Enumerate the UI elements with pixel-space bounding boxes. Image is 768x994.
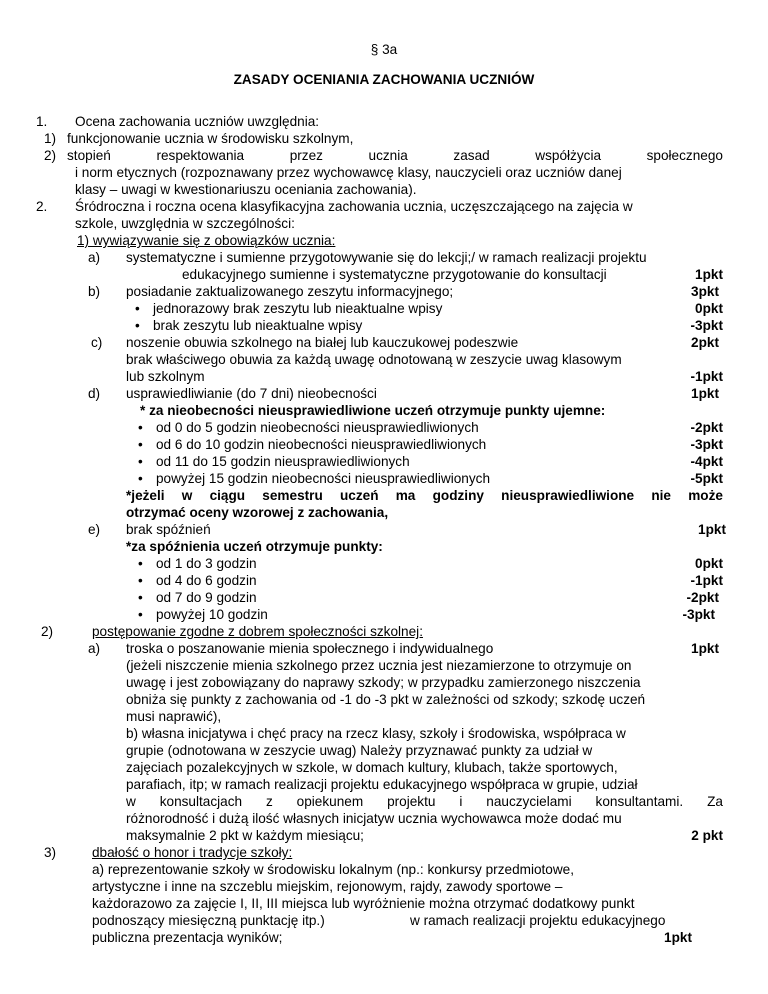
point-1-item-2-number: 2)	[44, 148, 57, 163]
subsection-3-heading: dbałość o honor i tradycje szkoły:	[92, 845, 293, 860]
criterion-b-points: 3pkt	[691, 284, 719, 299]
subsection-2-a-text: troska o poszanowanie mienia społecznego i indywidualnego	[126, 641, 494, 656]
subsection-2-a-line-5: musi naprawić),	[126, 709, 222, 724]
subsection-2-a-line-2: (jeżeli niszczenie mienia szkolnego przez ucznia jest niezamierzone to otrzymuje on	[126, 658, 632, 673]
criterion-d-bullet-3-points: -4pkt	[690, 454, 723, 469]
subsection-1-heading: 1) wywiązywanie się z obowiązków ucznia:	[77, 233, 336, 248]
criterion-b-text: posiadanie zaktualizowanego zeszytu informacyjnego;	[126, 284, 454, 299]
criterion-d-bullet-2-points: -3pkt	[690, 437, 723, 452]
point-2-line-1: Śródroczna i roczna ocena klasyfikacyjna zachowania ucznia, uczęszczającego na zajęcia w	[75, 199, 633, 214]
criterion-e-bullet-2-points: -1pkt	[690, 573, 723, 588]
subsection-2-a-label: a)	[88, 641, 101, 656]
point-1-item-1-number: 1)	[44, 131, 57, 146]
subsection-2-a-line-4: obniża się punkty z zachowania od -1 do -3 pkt w zależności od szkody; szkodę uczeń	[126, 692, 646, 707]
point-1-item-1-text: funkcjonowanie ucznia w środowisku szkolnym,	[67, 131, 354, 146]
section-number: § 3a	[370, 42, 398, 57]
subsection-2-heading: postępowanie zgodne z dobrem społeczności szkolnej:	[92, 624, 423, 639]
criterion-d-bullet-4: • powyżej 15 godzin nieobecności nieusprawiedliwionych	[156, 470, 490, 487]
criterion-a-line-2: edukacyjnego sumienne i systematyczne przygotowanie do konsultacji	[182, 267, 607, 282]
criterion-b-bullet-1: • jednorazowy brak zeszytu lub nieaktualne wpisy	[153, 300, 442, 317]
point-2-line-2: szkole, uwzględnia w szczególności:	[75, 216, 295, 231]
subsection-2-b-line-1: b) własna inicjatywa i chęć pracy na rzecz klasy, szkoły i środowiska, współpraca w	[126, 726, 626, 741]
criterion-e-text: brak spóźnień	[126, 522, 211, 537]
criterion-a-points: 1pkt	[695, 267, 723, 282]
subsection-2-number: 2)	[41, 624, 54, 639]
criterion-e-label: e)	[88, 522, 101, 537]
subsection-2-b-line-7: maksymalnie 2 pkt w każdym miesiącu;	[126, 828, 364, 843]
subsection-3-a-line-2: artystyczne i inne na szczeblu miejskim, rejonowym, rajdy, zawody sportowe –	[92, 879, 563, 894]
subsection-3-a-points: 1pkt	[664, 930, 692, 945]
criterion-d-bullet-2: • od 6 do 10 godzin nieobecności nieusprawiedliwionych	[156, 436, 486, 453]
criterion-e-points: 1pkt	[698, 522, 726, 537]
subsection-2-b-line-6: różnorodność i dużą ilość własnych inicjatyw ucznia wychowawca może dodać mu	[126, 811, 622, 826]
criterion-c-text: noszenie obuwia szkolnego na białej lub kauczukowej podeszwie	[126, 335, 519, 350]
criterion-e-note: *za spóźnienia uczeń otrzymuje punkty:	[126, 539, 383, 554]
criterion-a-line-1: systematyczne i sumienne przygotowywanie się do lekcji;/ w ramach realizacji projektu	[126, 250, 647, 265]
criterion-c-points: 2pkt	[691, 335, 719, 350]
criterion-d-bullet-1-points: -2pkt	[690, 420, 723, 435]
subsection-3-a-line-5: publiczna prezentacja wyników;	[92, 930, 283, 945]
point-1-text: Ocena zachowania uczniów uwzględnia:	[75, 114, 320, 129]
subsection-3-a-line-1: a) reprezentowanie szkoły w środowisku lokalnym (np.: konkursy przedmiotowe,	[92, 862, 575, 877]
point-1-item-2-line-1: stopień respektowania przez ucznia zasad współżycia społecznego	[67, 148, 723, 163]
point-1-item-2-line-2: i norm etycznych (rozpoznawany przez wychowawcę klasy, nauczycieli oraz uczniów danej	[75, 165, 622, 180]
criterion-b-bullet-1-points: 0pkt	[695, 301, 723, 316]
criterion-c-line-3-points: -1pkt	[690, 369, 723, 384]
criterion-b-bullet-2-points: -3pkt	[690, 318, 723, 333]
criterion-c-line-2: brak właściwego obuwia za każdą uwagę odnotowaną w zeszycie uwag klasowym	[126, 352, 622, 367]
criterion-a-label: a)	[88, 250, 101, 265]
subsection-2-b-line-3: zajęciach pozalekcyjnych w szkole, w domach kultury, klubach, także sportowych,	[126, 760, 618, 775]
subsection-3-a-line-3: każdorazowo za zajęcie I, II, III miejsca lub wyróżnienie można otrzymać dodatkowy punkt	[92, 896, 635, 911]
criterion-e-bullet-4-points: -3pkt	[682, 607, 715, 622]
subsection-2-b-line-4: parafiach, itp; w ramach realizacji projektu edukacyjnego współpraca w grupie, udział	[126, 777, 638, 792]
subsection-2-b-points: 2 pkt	[691, 828, 723, 843]
point-2-number: 2.	[36, 199, 48, 214]
criterion-e-bullet-3: • od 7 do 9 godzin	[156, 589, 257, 606]
subsection-3-a-line-4b: w ramach realizacji projektu edukacyjnego	[410, 913, 666, 928]
criterion-c-label: c)	[91, 335, 103, 350]
criterion-e-bullet-1-points: 0pkt	[695, 556, 723, 571]
criterion-b-label: b)	[88, 284, 101, 299]
subsection-2-a-points: 1pkt	[691, 641, 719, 656]
subsection-2-a-line-3: uwagę i jest zobowiązany do naprawy szkody; w przypadku zamierzonego niszczenia	[126, 675, 641, 690]
subsection-3-number: 3)	[44, 845, 57, 860]
criterion-d-bullet-4-points: -5pkt	[690, 471, 723, 486]
point-1-item-2-line-3: klasy – uwagi w kwestionariuszu oceniania zachowania).	[75, 182, 417, 197]
subsection-2-b-line-5: w konsultacjach z opiekunem projektu i nauczycielami konsultantami. Za	[126, 794, 723, 809]
criterion-d-bullet-1: • od 0 do 5 godzin nieobecności nieusprawiedliwionych	[156, 419, 479, 436]
subsection-3-a-line-4a: podnoszący miesięczną punktację itp.)	[92, 913, 325, 928]
criterion-d-note: * za nieobecności nieusprawiedliwione uczeń otrzymuje punkty ujemne:	[140, 403, 606, 418]
document-title: ZASADY OCENIANIA ZACHOWANIA UCZNIÓW	[233, 72, 535, 87]
criterion-b-bullet-2: • brak zeszytu lub nieaktualne wpisy	[153, 317, 362, 334]
criterion-d-label: d)	[88, 386, 101, 401]
criterion-c-line-3: lub szkolnym	[126, 369, 205, 384]
criterion-d-points: 1pkt	[691, 386, 719, 401]
criterion-d-bullet-3: • od 11 do 15 godzin nieusprawiedliwionych	[156, 453, 410, 470]
criterion-d-text: usprawiedliwianie (do 7 dni) nieobecności	[126, 386, 377, 401]
criterion-d-warning-line-1: *jeżeli w ciągu semestru uczeń ma godziny nieusprawiedliwione nie może	[126, 488, 723, 503]
criterion-e-bullet-2: • od 4 do 6 godzin	[156, 572, 257, 589]
criterion-e-bullet-4: • powyżej 10 godzin	[156, 606, 268, 623]
criterion-e-bullet-3-points: -2pkt	[686, 590, 719, 605]
point-1-number: 1.	[36, 114, 48, 129]
criterion-e-bullet-1: • od 1 do 3 godzin	[156, 555, 257, 572]
subsection-2-b-line-2: grupie (odnotowana w zeszycie uwag) Należy przyznawać punkty za udział w	[126, 743, 593, 758]
criterion-d-warning-line-2: otrzymać oceny wzorowej z zachowania,	[126, 505, 389, 520]
